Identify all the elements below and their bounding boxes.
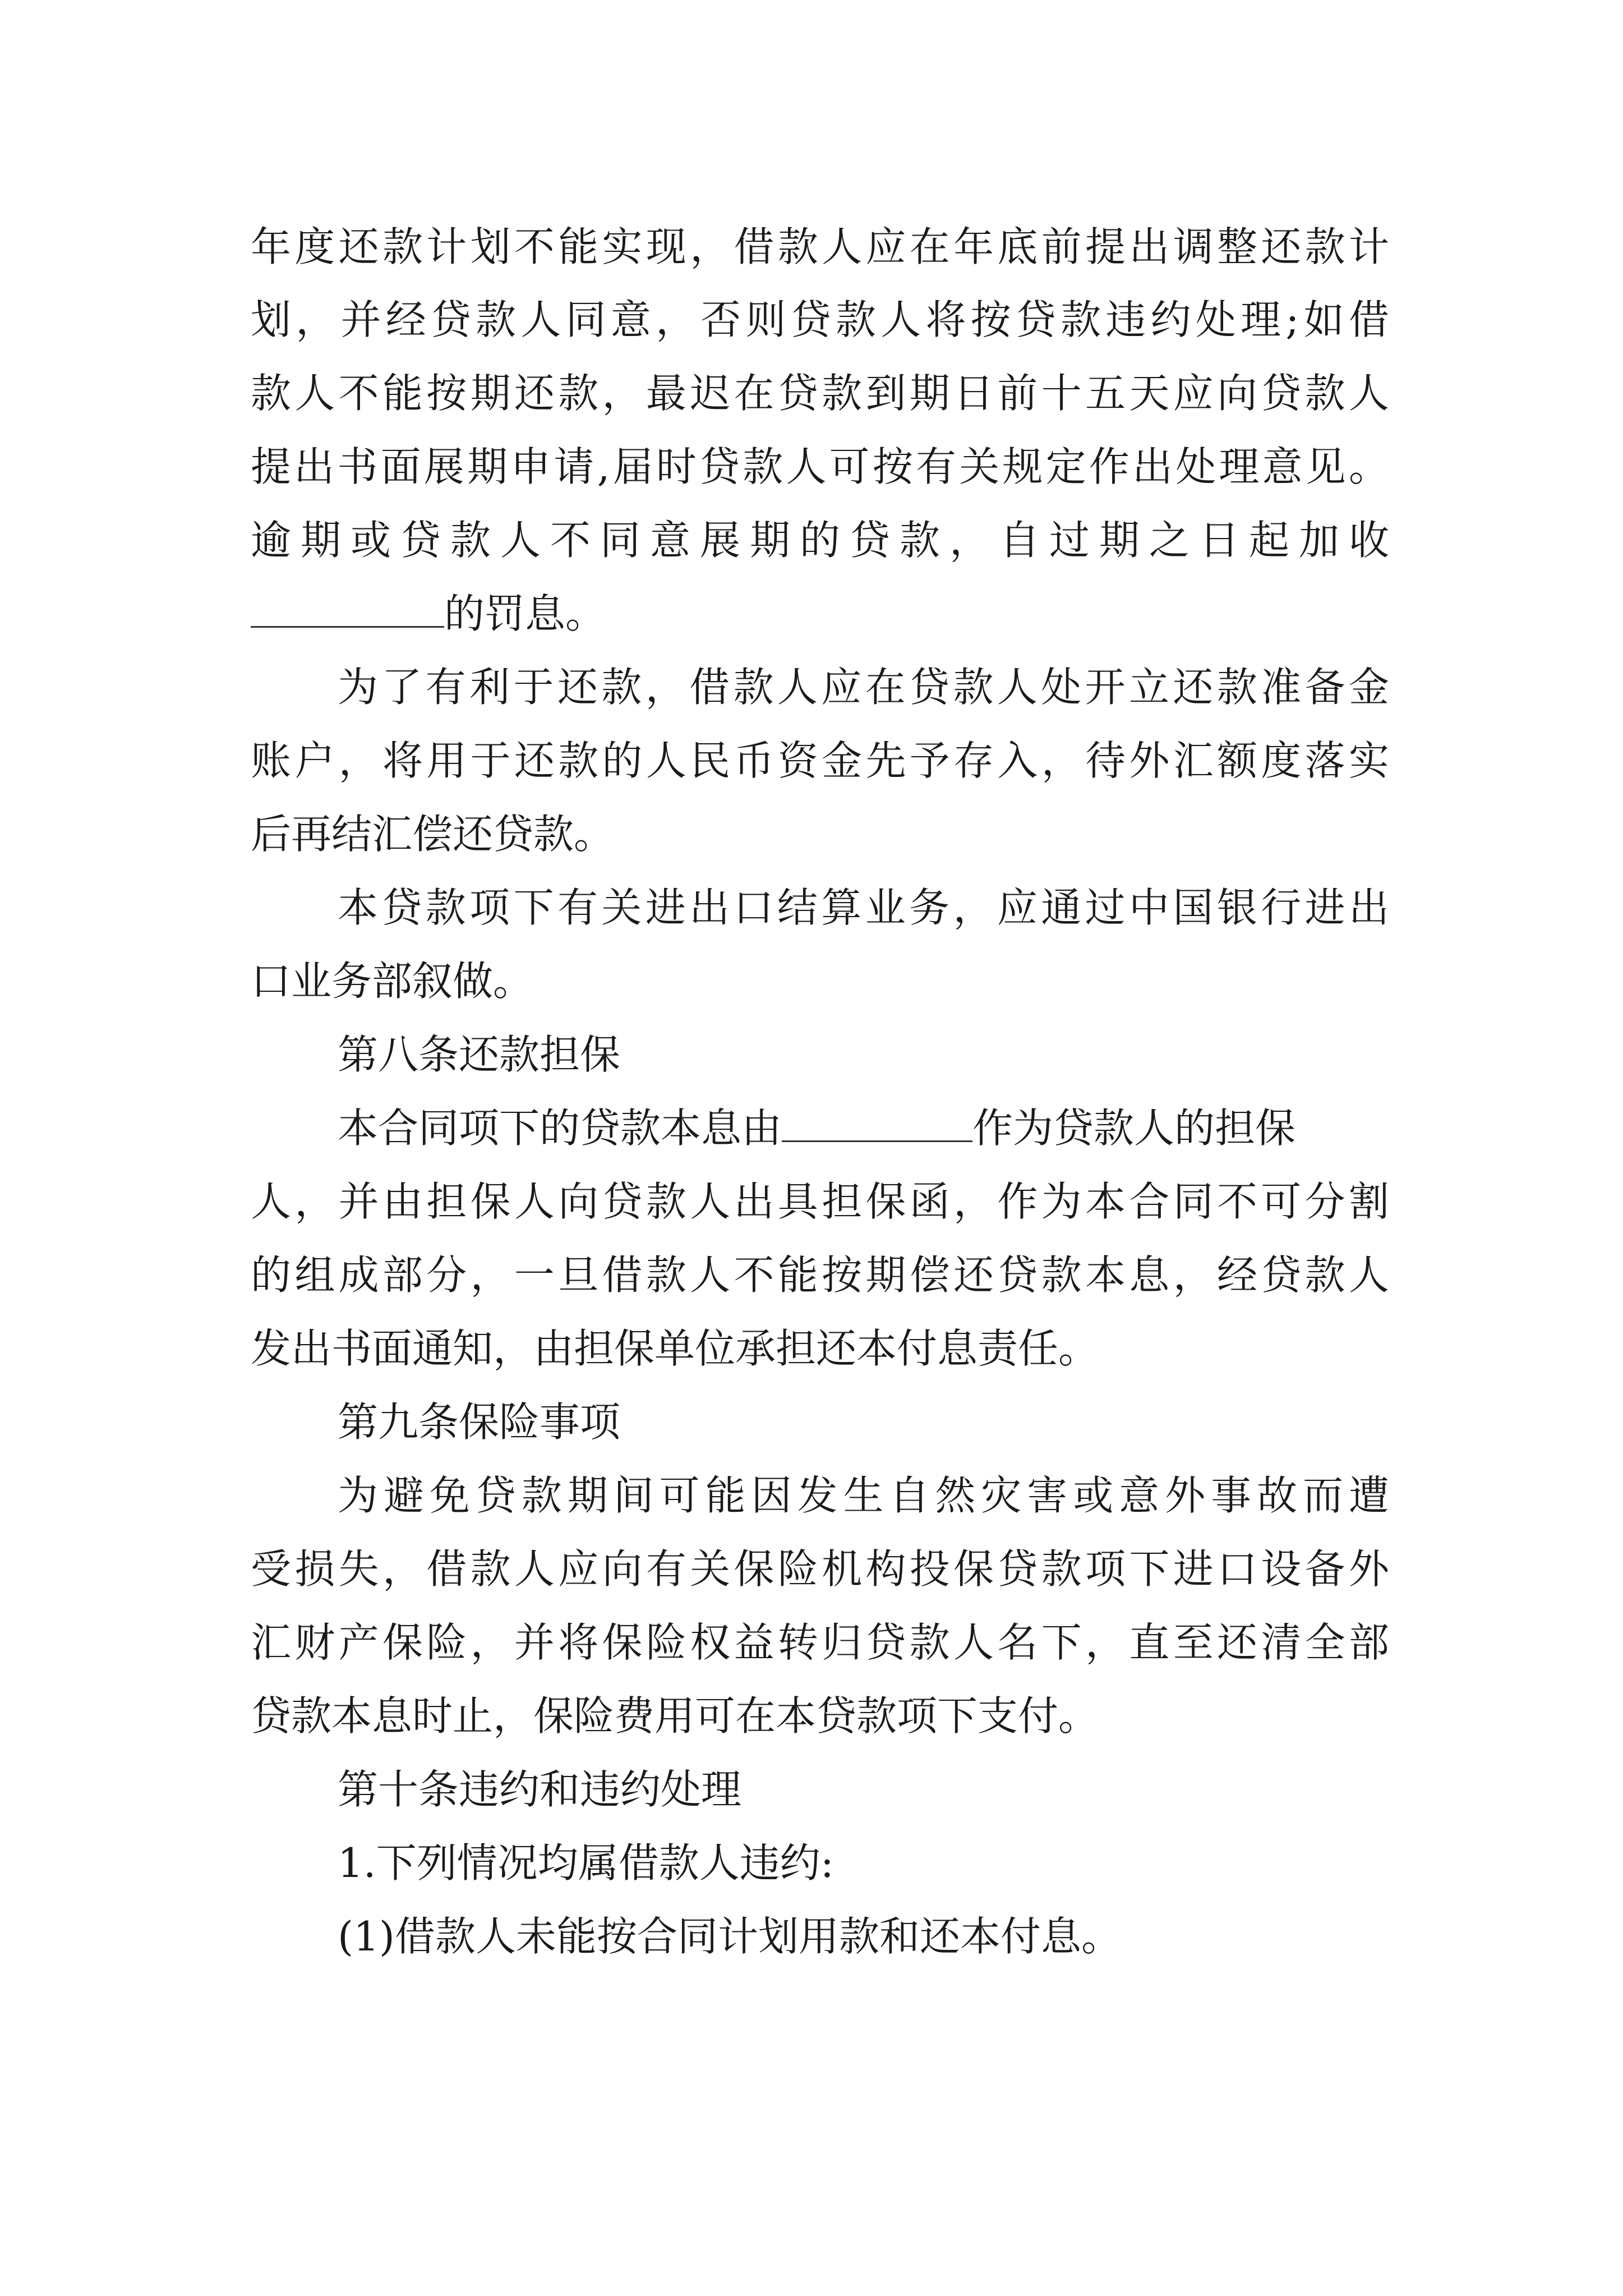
text-line-with-blank	[338, 1092, 1389, 1165]
text-line: 后再结汇偿还贷款。	[251, 811, 615, 858]
section-heading: 第十条违约和违约处理	[338, 1766, 742, 1813]
fill-in-blank[interactable]	[782, 1107, 972, 1142]
text-line: 逾期或贷款人不同意展期的贷款，自过期之日起加收	[251, 517, 1389, 564]
paragraph-first-line: 为了有利于还款，借款人应在贷款人处开立还款准备金	[338, 664, 1389, 711]
text-line: 发出书面通知，由担保单位承担还本付息责任。	[251, 1325, 1099, 1372]
paragraph-first-line: 为避免贷款期间可能因发生自然灾害或意外事故而遭	[338, 1472, 1389, 1519]
text-line: 汇财产保险，并将保险权益转归贷款人名下，直至还清全部	[251, 1619, 1389, 1666]
text-fragment: 作为贷款人的担保	[972, 1105, 1296, 1152]
paragraph-first-line: 本贷款项下有关进出口结算业务，应通过中国银行进出	[338, 884, 1389, 931]
text-line: 账户，将用于还款的人民币资金先予存入，待外汇额度落实	[251, 737, 1389, 784]
text-line: 提出书面展期申请,届时贷款人可按有关规定作出处理意见。	[251, 443, 1389, 490]
text-line: 的组成部分，一旦借款人不能按期偿还贷款本息，经贷款人	[251, 1251, 1389, 1299]
text-line: 贷款本息时止，保险费用可在本贷款项下支付。	[251, 1692, 1099, 1740]
section-heading: 第九条保险事项	[338, 1398, 621, 1446]
text-line: 人，并由担保人向贷款人出具担保函，作为本合同不可分割	[251, 1178, 1389, 1225]
text-line: 款人不能按期还款，最迟在贷款到期日前十五天应向贷款人	[251, 370, 1389, 417]
text-line-with-blank	[251, 577, 1389, 650]
text-fragment: 本合同项下的贷款本息由	[338, 1105, 782, 1152]
list-item: (1)借款人未能按合同计划用款和还本付息。	[338, 1913, 1122, 1960]
section-heading: 第八条还款担保	[338, 1031, 621, 1078]
text-line: 划，并经贷款人同意，否则贷款人将按贷款违约处理;如借	[251, 296, 1389, 343]
list-item: 1.下列情况均属借款人违约:	[338, 1839, 834, 1887]
text-fragment: 的罚息。	[444, 590, 606, 637]
text-line: 受损失，借款人应向有关保险机构投保贷款项下进口设备外	[251, 1545, 1389, 1593]
text-line: 口业务部叙做。	[251, 958, 534, 1005]
text-line: 年度还款计划不能实现，借款人应在年底前提出调整还款计	[251, 223, 1389, 270]
fill-in-blank[interactable]	[251, 592, 444, 628]
